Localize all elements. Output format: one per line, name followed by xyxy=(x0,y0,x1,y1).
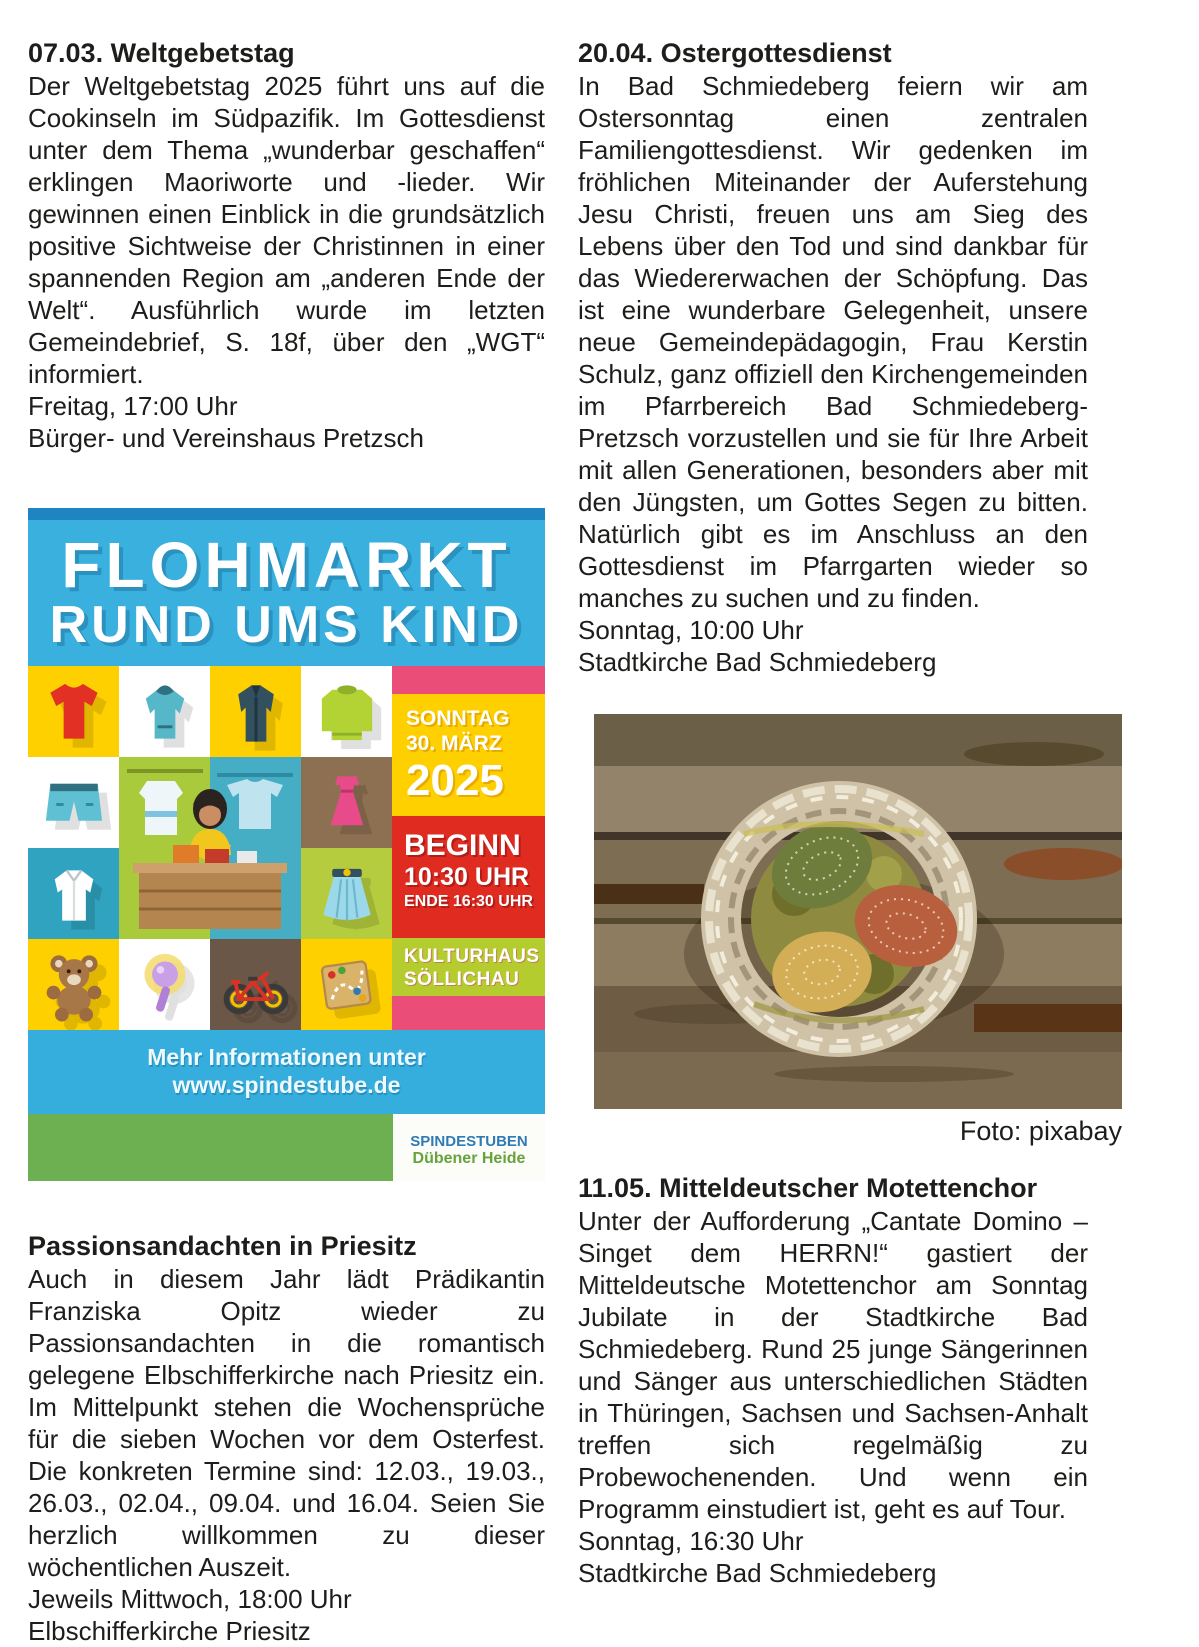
section-ostergottesdienst xyxy=(578,36,1088,678)
section-heading: Passionsandachten in Priesitz xyxy=(28,1231,417,1261)
poster-venue-line2: SÖLLICHAU xyxy=(404,969,520,990)
poster-end-time: ENDE 16:30 UHR xyxy=(404,893,533,910)
tile-shorts xyxy=(28,757,119,848)
poster-info-url: www.spindestube.de xyxy=(172,1072,401,1098)
section-weltgebetstag xyxy=(28,36,545,454)
poster-header xyxy=(28,520,545,666)
poster-date: 30. MÄRZ xyxy=(406,732,502,755)
dress-icon xyxy=(310,766,384,840)
tile-hoodie xyxy=(119,666,210,757)
poster-top-strip xyxy=(28,508,545,520)
tile-rattle xyxy=(119,939,210,1030)
poster-grid xyxy=(28,666,545,1030)
easter-photo-figure xyxy=(594,714,1122,1147)
tile-shirt xyxy=(28,848,119,939)
sweater-icon xyxy=(310,675,384,749)
poster-footer xyxy=(28,1114,545,1181)
tile-bicycle xyxy=(210,939,301,1030)
tile-coat xyxy=(210,666,301,757)
poster-year: 2025 xyxy=(406,756,504,805)
event-place: Stadtkirche Bad Schmiedeberg xyxy=(578,647,937,677)
market-vendor-illustration xyxy=(119,757,301,939)
spindestuben-logo xyxy=(393,1114,545,1181)
skirt-icon xyxy=(310,857,384,931)
section-body: In Bad Schmiedeberg feiern wir am Ostersonntag einen zentralen Familiengottesdienst. Wir gedenken im fröhlichen Miteinander der Auferstehung Jesu Christi, freuen uns am Sieg des Lebens über den Tod und sind dankbar für das Wiedererwachen der Schöpfung. Das ist eine wunderbare Gelegenheit, unsere neue Gemeindepädagogin, Frau Kerstin Schulz, ganz offiziell den Kirchengemeinden im Pfarrbereich Bad Schmiedeberg-Pretzsch vorzustellen und sie für Ihre Arbeit mit allen Generationen, besonders aber mit den Jüngsten, um Gottes Segen zu bitten. Natürlich gibt es im Anschluss an den Gottesdienst im Pfarrgarten wieder so manches zu suchen und zu finden. xyxy=(578,71,1088,613)
event-time: Jeweils Mittwoch, 18:00 Uhr xyxy=(28,1584,352,1614)
section-body: Unter der Aufforderung „Cantate Domino – Singet dem HERRN!“ gastiert der Mitteldeutsche Motettenchor am Sonntag Jubilate in der Stadtkirche Bad Schmiedeberg. Rund 25 junge Sängerinnen und Sänger aus unterschiedlichen Städten in Thüringen, Sachsen und Sachsen-Anhalt treffen sich regelmäßig zu Probewochenenden. Und wenn ein Programm einstudiert ist, geht es auf Tour. xyxy=(578,1206,1088,1524)
logo-region: Dübener Heide xyxy=(412,1149,526,1167)
tile-sweater xyxy=(301,666,392,757)
section-body: Der Weltgebetstag 2025 führt uns auf die Cookinseln im Südpazifik. Im Gottesdienst unter dem Thema „wunderbar geschaffen“ erklingen Maoriworte und -lieder. Wir gewinnen einen Einblick in die grundsätzlich positive Sichtweise der Christinnen in einer spannenden Region am „anderen Ende der Welt“. Ausführlich wurde im letzten Gemeindebrief, S. 18f, über den „WGT“ informiert. xyxy=(28,71,545,389)
section-body: Auch in diesem Jahr lädt Prädikantin Franziska Opitz wieder zu Passionsandachten in die romantisch gelegene Elbschifferkirche nach Priesitz ein. Im Mittelpunkt stehen die Wochensprüche für die sieben Wochen vor dem Osterfest. Die konkreten Termine sind: 12.03., 19.03., 26.03., 02.04., 09.04. und 16.04. Seien Sie herzlich willkommen zu dieser wöchentlichen Auszeit. xyxy=(28,1264,545,1582)
shorts-icon xyxy=(37,766,111,840)
photo-caption: Foto: pixabay xyxy=(959,1116,1122,1146)
easter-nest-photo xyxy=(594,714,1122,1109)
panel-pink-strip-bottom xyxy=(392,996,545,1030)
rattle-icon xyxy=(127,947,203,1023)
poster-info-line1: Mehr Informationen unter xyxy=(147,1044,426,1070)
shirt-icon xyxy=(37,857,111,931)
flohmarkt-poster xyxy=(28,508,545,1181)
event-time: Freitag, 17:00 Uhr xyxy=(28,391,238,421)
event-place: Bürger- und Vereinshaus Pretzsch xyxy=(28,423,424,453)
panel-venue xyxy=(392,938,545,996)
section-heading: 20.04. Ostergottesdienst xyxy=(578,38,892,68)
poster-subtitle: RUND UMS KIND xyxy=(49,596,524,654)
tile-tshirt xyxy=(28,666,119,757)
event-time: Sonntag, 16:30 Uhr xyxy=(578,1526,804,1556)
left-column xyxy=(28,36,545,1647)
poster-tiles xyxy=(28,666,392,1030)
section-heading: 11.05. Mitteldeutscher Motettenchor xyxy=(578,1173,1038,1203)
event-place: Stadtkirche Bad Schmiedeberg xyxy=(578,1558,937,1588)
tile-dress xyxy=(301,757,392,848)
section-heading: 07.03. Weltgebetstag xyxy=(28,38,295,68)
bicycle-icon xyxy=(217,946,295,1024)
tile-teddy xyxy=(28,939,119,1030)
poster-begin-time: 10:30 UHR xyxy=(404,863,530,891)
event-place: Elbschifferkirche Priesitz xyxy=(28,1616,311,1646)
section-motettenchor xyxy=(578,1171,1088,1589)
coat-icon xyxy=(219,675,293,749)
tile-vendor-scene xyxy=(119,757,301,939)
tile-skirt xyxy=(301,848,392,939)
poster-side-panel xyxy=(392,666,545,1030)
poster-info-band xyxy=(28,1030,545,1114)
poster-title: FLOHMARKT xyxy=(61,529,512,601)
panel-time xyxy=(392,816,545,938)
game-board-icon xyxy=(309,947,385,1023)
poster-date-day: SONNTAG xyxy=(406,707,510,730)
panel-pink-strip xyxy=(392,666,545,694)
poster-venue-line1: KULTURHAUS xyxy=(404,946,540,967)
teddy-bear-icon xyxy=(36,947,112,1023)
hoodie-icon xyxy=(128,675,202,749)
right-column xyxy=(578,36,1122,1589)
section-passionsandachten xyxy=(28,1229,545,1647)
tshirt-icon xyxy=(37,675,111,749)
event-time: Sonntag, 10:00 Uhr xyxy=(578,615,804,645)
logo-name: spindestuben xyxy=(410,1125,528,1151)
tile-game-board xyxy=(301,939,392,1030)
poster-begin-label: BEGINN xyxy=(404,829,521,862)
panel-date xyxy=(392,694,545,816)
